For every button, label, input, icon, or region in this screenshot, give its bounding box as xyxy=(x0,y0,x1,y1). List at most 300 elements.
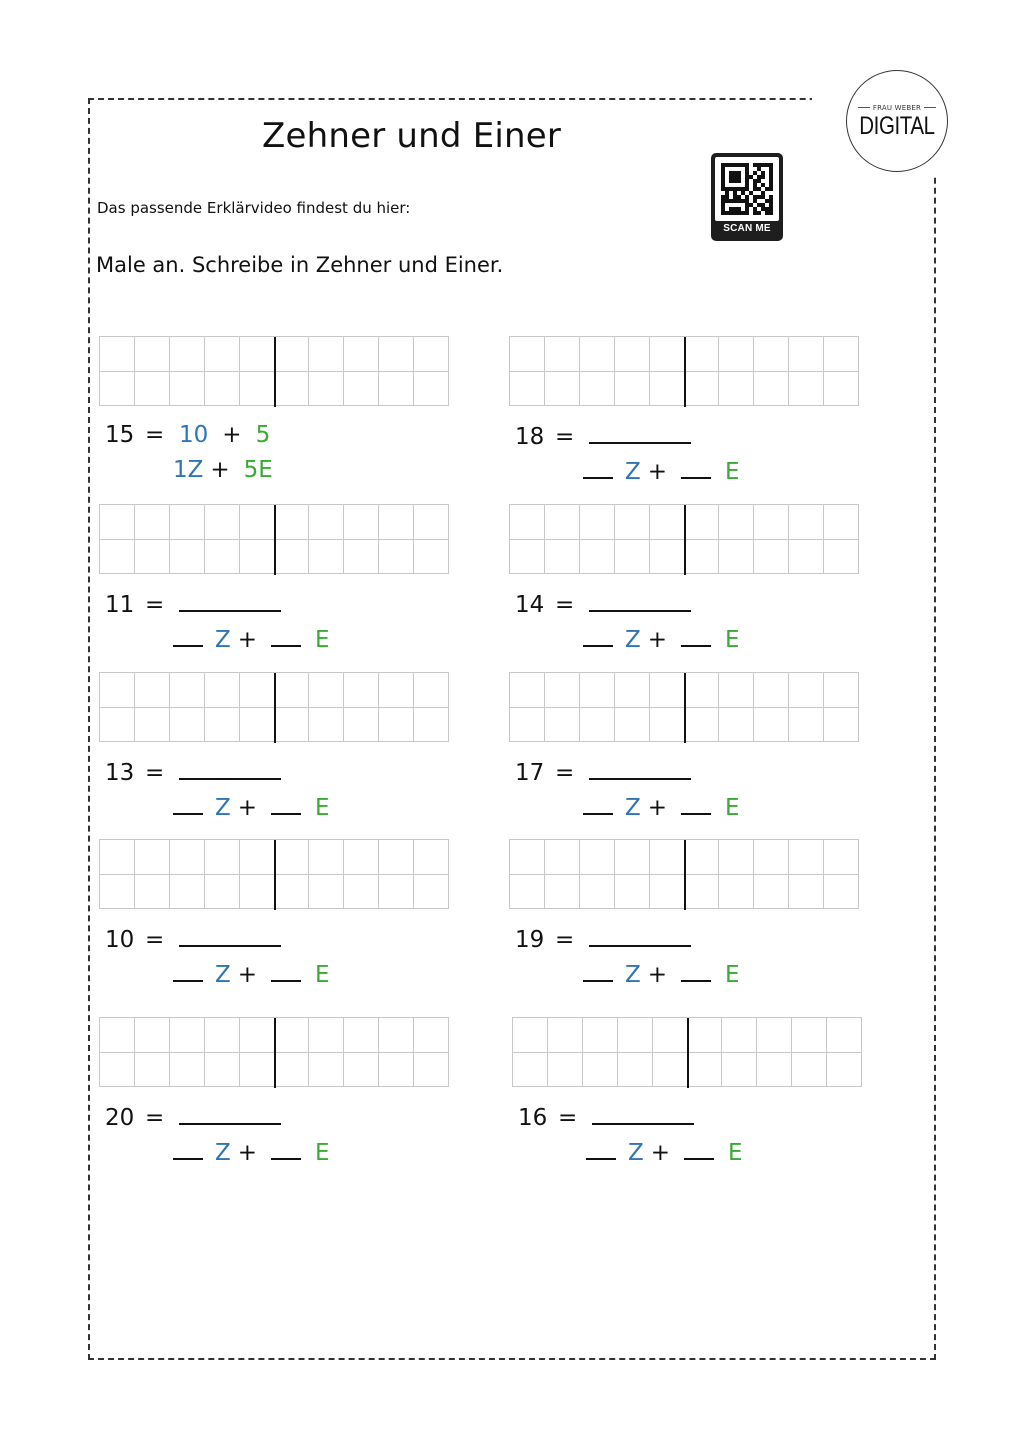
exercise-19 xyxy=(509,839,869,999)
grid-cell[interactable] xyxy=(379,673,414,708)
grid-cell[interactable] xyxy=(510,372,545,407)
grid-cell[interactable] xyxy=(615,540,650,575)
grid-cell[interactable] xyxy=(510,337,545,372)
grid-cell[interactable] xyxy=(688,1018,723,1053)
sum-answer-blank[interactable] xyxy=(589,925,691,947)
plus-sign: + xyxy=(237,627,258,653)
grid-cell[interactable] xyxy=(513,1018,548,1053)
grid-cell[interactable] xyxy=(100,1018,135,1053)
grid-cell[interactable] xyxy=(379,1018,414,1053)
grid-cell[interactable] xyxy=(135,372,170,407)
grid-cell[interactable] xyxy=(309,875,344,910)
grid-cell[interactable] xyxy=(685,337,720,372)
grid-cell[interactable] xyxy=(615,372,650,407)
tens-answer-blank[interactable] xyxy=(173,625,203,647)
grid-cell[interactable] xyxy=(414,840,449,875)
tens-unit-label: Z xyxy=(628,1140,644,1166)
grid-cell[interactable] xyxy=(719,372,754,407)
grid-cell[interactable] xyxy=(275,875,310,910)
ten-frame-grid[interactable] xyxy=(99,504,449,574)
grid-cell[interactable] xyxy=(754,505,789,540)
target-number: 13 xyxy=(105,760,135,786)
grid-cell[interactable] xyxy=(135,1018,170,1053)
grid-cell[interactable] xyxy=(344,372,379,407)
grid-cell[interactable] xyxy=(545,708,580,743)
grid-cell[interactable] xyxy=(240,540,275,575)
grid-cell[interactable] xyxy=(722,1053,757,1088)
grid-cell[interactable] xyxy=(205,673,240,708)
grid-cell[interactable] xyxy=(757,1053,792,1088)
ten-frame-grid[interactable] xyxy=(509,672,859,742)
grid-cell[interactable] xyxy=(170,540,205,575)
grid-cell[interactable] xyxy=(414,1053,449,1088)
tens-unit-label: Z xyxy=(625,962,641,988)
grid-cell[interactable] xyxy=(414,673,449,708)
grid-cell[interactable] xyxy=(135,708,170,743)
tens-divider xyxy=(274,673,276,743)
exercise-13 xyxy=(99,672,459,832)
grid-cell[interactable] xyxy=(827,1018,862,1053)
grid-cell[interactable] xyxy=(510,708,545,743)
grid-cell[interactable] xyxy=(510,540,545,575)
grid-cell[interactable] xyxy=(414,337,449,372)
grid-cell[interactable] xyxy=(379,540,414,575)
grid-cell[interactable] xyxy=(510,875,545,910)
exercise-example xyxy=(99,336,459,496)
grid-cell[interactable] xyxy=(275,708,310,743)
grid-cell[interactable] xyxy=(824,875,859,910)
grid-cell[interactable] xyxy=(275,1053,310,1088)
tens-answer-blank[interactable] xyxy=(173,793,203,815)
grid-cell[interactable] xyxy=(344,708,379,743)
grid-cell[interactable] xyxy=(545,875,580,910)
tens-divider xyxy=(687,1018,689,1088)
grid-cell[interactable] xyxy=(170,708,205,743)
grid-cell[interactable] xyxy=(100,673,135,708)
grid-cell[interactable] xyxy=(240,673,275,708)
grid-cell[interactable] xyxy=(685,540,720,575)
grid-cell[interactable] xyxy=(100,337,135,372)
grid-cell[interactable] xyxy=(135,875,170,910)
exercise-18 xyxy=(509,336,869,496)
exercise-11 xyxy=(99,504,459,664)
ones-answer-blank[interactable] xyxy=(684,1138,714,1160)
grid-cell[interactable] xyxy=(792,1053,827,1088)
grid-cell[interactable] xyxy=(789,505,824,540)
grid-cell[interactable] xyxy=(754,337,789,372)
grid-cell[interactable] xyxy=(545,673,580,708)
grid-cell[interactable] xyxy=(615,840,650,875)
grid-cell[interactable] xyxy=(510,673,545,708)
grid-cell[interactable] xyxy=(580,840,615,875)
grid-cell[interactable] xyxy=(379,840,414,875)
grid-cell[interactable] xyxy=(240,337,275,372)
grid-cell[interactable] xyxy=(580,540,615,575)
ones-answer-blank[interactable] xyxy=(681,625,711,647)
ones-answer-blank[interactable] xyxy=(681,457,711,479)
ones-unit-label: E xyxy=(728,1140,743,1166)
grid-cell[interactable] xyxy=(615,673,650,708)
ones-answer-blank[interactable] xyxy=(271,960,301,982)
grid-cell[interactable] xyxy=(240,840,275,875)
grid-cell[interactable] xyxy=(414,372,449,407)
grid-cell[interactable] xyxy=(205,840,240,875)
ones-unit-label: E xyxy=(315,962,330,988)
qr-code[interactable] xyxy=(711,153,783,241)
grid-cell[interactable] xyxy=(170,337,205,372)
grid-cell[interactable] xyxy=(719,337,754,372)
grid-cell[interactable] xyxy=(719,505,754,540)
grid-cell[interactable] xyxy=(719,840,754,875)
ones-value: 5 xyxy=(255,422,271,448)
grid-cell[interactable] xyxy=(653,1018,688,1053)
target-number: 20 xyxy=(105,1105,135,1131)
grid-cell[interactable] xyxy=(100,540,135,575)
grid-cell[interactable] xyxy=(513,1053,548,1088)
grid-cell[interactable] xyxy=(100,875,135,910)
ten-frame-grid[interactable] xyxy=(509,336,859,406)
tens-answer-blank[interactable] xyxy=(173,960,203,982)
grid-cell[interactable] xyxy=(722,1018,757,1053)
ones-answer-blank[interactable] xyxy=(271,1138,301,1160)
grid-cell[interactable] xyxy=(309,372,344,407)
ones-unit-label: E xyxy=(315,627,330,653)
grid-cell[interactable] xyxy=(309,505,344,540)
target-number: 14 xyxy=(515,592,545,618)
grid-cell[interactable] xyxy=(205,372,240,407)
tens-divider xyxy=(274,1018,276,1088)
grid-cell[interactable] xyxy=(615,875,650,910)
ten-frame-grid[interactable] xyxy=(512,1017,862,1087)
sum-answer-blank[interactable] xyxy=(179,1103,281,1125)
grid-cell[interactable] xyxy=(580,372,615,407)
grid-cell[interactable] xyxy=(170,1018,205,1053)
tens-count: 1Z xyxy=(173,457,204,483)
sum-answer-blank[interactable] xyxy=(592,1103,694,1125)
grid-cell[interactable] xyxy=(240,372,275,407)
grid-cell[interactable] xyxy=(754,372,789,407)
grid-cell[interactable] xyxy=(275,505,310,540)
grid-cell[interactable] xyxy=(615,708,650,743)
sum-answer-blank[interactable] xyxy=(589,590,691,612)
grid-cell[interactable] xyxy=(344,1018,379,1053)
grid-cell[interactable] xyxy=(548,1018,583,1053)
grid-cell[interactable] xyxy=(135,840,170,875)
ones-answer-blank[interactable] xyxy=(271,625,301,647)
grid-cell[interactable] xyxy=(379,372,414,407)
tens-answer-blank[interactable] xyxy=(583,457,613,479)
grid-cell[interactable] xyxy=(344,1053,379,1088)
grid-cell[interactable] xyxy=(205,1053,240,1088)
grid-cell[interactable] xyxy=(379,875,414,910)
grid-cell[interactable] xyxy=(685,708,720,743)
tens-divider xyxy=(274,505,276,575)
grid-cell[interactable] xyxy=(685,372,720,407)
grid-cell[interactable] xyxy=(580,673,615,708)
grid-cell[interactable] xyxy=(580,875,615,910)
ten-frame-grid[interactable] xyxy=(509,839,859,909)
qr-label: SCAN ME xyxy=(723,223,771,234)
sum-answer-blank[interactable] xyxy=(589,758,691,780)
page-title: Zehner und Einer xyxy=(262,116,562,156)
grid-cell[interactable] xyxy=(414,708,449,743)
equals-sign: = xyxy=(145,760,165,786)
ten-frame-grid[interactable] xyxy=(509,504,859,574)
grid-cell[interactable] xyxy=(545,337,580,372)
tens-answer-blank[interactable] xyxy=(586,1138,616,1160)
grid-cell[interactable] xyxy=(205,540,240,575)
plus-sign: + xyxy=(210,457,230,483)
ones-unit-label: E xyxy=(725,962,740,988)
grid-cell[interactable] xyxy=(824,708,859,743)
equals-sign: = xyxy=(145,422,165,448)
grid-cell[interactable] xyxy=(414,540,449,575)
grid-cell[interactable] xyxy=(650,673,685,708)
grid-cell[interactable] xyxy=(824,337,859,372)
grid-cell[interactable] xyxy=(719,673,754,708)
grid-cell[interactable] xyxy=(170,673,205,708)
tens-answer-blank[interactable] xyxy=(583,625,613,647)
grid-cell[interactable] xyxy=(344,840,379,875)
grid-cell[interactable] xyxy=(754,673,789,708)
plus-sign: + xyxy=(647,627,668,653)
grid-cell[interactable] xyxy=(650,540,685,575)
grid-cell[interactable] xyxy=(789,372,824,407)
grid-cell[interactable] xyxy=(650,708,685,743)
grid-cell[interactable] xyxy=(275,372,310,407)
grid-cell[interactable] xyxy=(414,1018,449,1053)
plus-sign: + xyxy=(237,962,258,988)
grid-cell[interactable] xyxy=(205,1018,240,1053)
grid-cell[interactable] xyxy=(754,708,789,743)
grid-cell[interactable] xyxy=(344,540,379,575)
grid-cell[interactable] xyxy=(719,708,754,743)
grid-cell[interactable] xyxy=(650,875,685,910)
grid-cell[interactable] xyxy=(100,708,135,743)
grid-cell[interactable] xyxy=(100,372,135,407)
tens-unit-label: Z xyxy=(215,962,231,988)
ones-answer-blank[interactable] xyxy=(681,793,711,815)
equals-sign: = xyxy=(558,1105,578,1131)
grid-cell[interactable] xyxy=(309,337,344,372)
ones-answer-blank[interactable] xyxy=(681,960,711,982)
grid-cell[interactable] xyxy=(580,337,615,372)
grid-cell[interactable] xyxy=(379,1053,414,1088)
grid-cell[interactable] xyxy=(789,875,824,910)
video-note: Das passende Erklärvideo findest du hier: xyxy=(97,199,411,217)
grid-cell[interactable] xyxy=(824,840,859,875)
grid-cell[interactable] xyxy=(100,1053,135,1088)
exercise-20 xyxy=(99,1017,459,1177)
plus-sign: + xyxy=(647,795,668,821)
plus-sign: + xyxy=(647,459,668,485)
equals-sign: = xyxy=(145,927,165,953)
tens-answer-blank[interactable] xyxy=(583,960,613,982)
grid-cell[interactable] xyxy=(344,673,379,708)
grid-cell[interactable] xyxy=(719,875,754,910)
target-number: 16 xyxy=(518,1105,548,1131)
target-number: 17 xyxy=(515,760,545,786)
grid-cell[interactable] xyxy=(240,505,275,540)
grid-cell[interactable] xyxy=(275,840,310,875)
grid-cell[interactable] xyxy=(757,1018,792,1053)
tens-answer-blank[interactable] xyxy=(173,1138,203,1160)
grid-cell[interactable] xyxy=(754,540,789,575)
grid-cell[interactable] xyxy=(789,708,824,743)
grid-cell[interactable] xyxy=(205,875,240,910)
grid-cell[interactable] xyxy=(135,1053,170,1088)
ten-frame-grid[interactable] xyxy=(99,336,449,406)
sum-answer-blank[interactable] xyxy=(179,758,281,780)
ten-frame-grid[interactable] xyxy=(99,839,449,909)
grid-cell[interactable] xyxy=(789,673,824,708)
grid-cell[interactable] xyxy=(309,840,344,875)
logo-top-text: FRAU WEBER xyxy=(872,103,922,112)
grid-cell[interactable] xyxy=(650,372,685,407)
grid-cell[interactable] xyxy=(135,337,170,372)
grid-cell[interactable] xyxy=(545,540,580,575)
grid-cell[interactable] xyxy=(170,372,205,407)
grid-cell[interactable] xyxy=(545,840,580,875)
grid-cell[interactable] xyxy=(240,708,275,743)
grid-cell[interactable] xyxy=(685,875,720,910)
grid-cell[interactable] xyxy=(618,1053,653,1088)
target-number: 15 xyxy=(105,422,135,448)
grid-cell[interactable] xyxy=(824,540,859,575)
grid-cell[interactable] xyxy=(344,505,379,540)
grid-cell[interactable] xyxy=(580,505,615,540)
equals-sign: = xyxy=(145,592,165,618)
grid-cell[interactable] xyxy=(240,1018,275,1053)
plus-sign: + xyxy=(647,962,668,988)
grid-cell[interactable] xyxy=(309,1018,344,1053)
target-number: 19 xyxy=(515,927,545,953)
grid-cell[interactable] xyxy=(275,337,310,372)
sum-answer-blank[interactable] xyxy=(589,422,691,444)
grid-cell[interactable] xyxy=(650,505,685,540)
grid-cell[interactable] xyxy=(789,540,824,575)
grid-cell[interactable] xyxy=(615,505,650,540)
sum-answer-blank[interactable] xyxy=(179,925,281,947)
grid-cell[interactable] xyxy=(205,337,240,372)
grid-cell[interactable] xyxy=(170,840,205,875)
tens-unit-label: Z xyxy=(215,795,231,821)
grid-cell[interactable] xyxy=(583,1018,618,1053)
grid-cell[interactable] xyxy=(309,1053,344,1088)
grid-cell[interactable] xyxy=(309,540,344,575)
grid-cell[interactable] xyxy=(688,1053,723,1088)
plus-sign: + xyxy=(650,1140,671,1166)
grid-cell[interactable] xyxy=(510,840,545,875)
plus-sign: + xyxy=(237,795,258,821)
ten-frame-grid[interactable] xyxy=(99,1017,449,1087)
equals-sign: = xyxy=(555,760,575,786)
frau-weber-digital-logo xyxy=(846,70,948,172)
equals-sign: = xyxy=(555,927,575,953)
grid-cell[interactable] xyxy=(135,540,170,575)
equals-sign: = xyxy=(555,424,575,450)
grid-cell[interactable] xyxy=(583,1053,618,1088)
grid-cell[interactable] xyxy=(275,540,310,575)
grid-cell[interactable] xyxy=(650,840,685,875)
exercise-17 xyxy=(509,672,869,832)
grid-cell[interactable] xyxy=(792,1018,827,1053)
grid-cell[interactable] xyxy=(824,372,859,407)
grid-cell[interactable] xyxy=(824,505,859,540)
grid-cell[interactable] xyxy=(548,1053,583,1088)
ones-answer-blank[interactable] xyxy=(271,793,301,815)
grid-cell[interactable] xyxy=(545,505,580,540)
grid-cell[interactable] xyxy=(685,840,720,875)
sum-answer-blank[interactable] xyxy=(179,590,281,612)
grid-cell[interactable] xyxy=(789,337,824,372)
grid-cell[interactable] xyxy=(510,505,545,540)
grid-cell[interactable] xyxy=(653,1053,688,1088)
plus-sign: + xyxy=(237,1140,258,1166)
grid-cell[interactable] xyxy=(618,1018,653,1053)
grid-cell[interactable] xyxy=(580,708,615,743)
target-number: 10 xyxy=(105,927,135,953)
grid-cell[interactable] xyxy=(754,875,789,910)
grid-cell[interactable] xyxy=(414,505,449,540)
grid-cell[interactable] xyxy=(135,673,170,708)
grid-cell[interactable] xyxy=(240,1053,275,1088)
grid-cell[interactable] xyxy=(309,708,344,743)
grid-cell[interactable] xyxy=(379,505,414,540)
grid-cell[interactable] xyxy=(545,372,580,407)
ones-unit-label: E xyxy=(725,627,740,653)
grid-cell[interactable] xyxy=(205,708,240,743)
ones-unit-label: E xyxy=(315,1140,330,1166)
grid-cell[interactable] xyxy=(275,673,310,708)
grid-cell[interactable] xyxy=(309,673,344,708)
tens-value: 10 xyxy=(179,422,209,448)
grid-cell[interactable] xyxy=(205,505,240,540)
grid-cell[interactable] xyxy=(827,1053,862,1088)
grid-cell[interactable] xyxy=(100,505,135,540)
equals-sign: = xyxy=(145,1105,165,1131)
grid-cell[interactable] xyxy=(170,1053,205,1088)
grid-cell[interactable] xyxy=(719,540,754,575)
grid-cell[interactable] xyxy=(615,337,650,372)
grid-cell[interactable] xyxy=(379,337,414,372)
grid-cell[interactable] xyxy=(170,505,205,540)
grid-cell[interactable] xyxy=(789,840,824,875)
grid-cell[interactable] xyxy=(824,673,859,708)
grid-cell[interactable] xyxy=(685,505,720,540)
grid-cell[interactable] xyxy=(275,1018,310,1053)
tens-answer-blank[interactable] xyxy=(583,793,613,815)
target-number: 18 xyxy=(515,424,545,450)
grid-cell[interactable] xyxy=(344,875,379,910)
tens-divider xyxy=(274,840,276,910)
tens-unit-label: Z xyxy=(215,1140,231,1166)
grid-cell[interactable] xyxy=(344,337,379,372)
grid-cell[interactable] xyxy=(414,875,449,910)
ten-frame-grid[interactable] xyxy=(99,672,449,742)
exercise-14 xyxy=(509,504,869,664)
grid-cell[interactable] xyxy=(135,505,170,540)
grid-cell[interactable] xyxy=(100,840,135,875)
grid-cell[interactable] xyxy=(685,673,720,708)
grid-cell[interactable] xyxy=(170,875,205,910)
grid-cell[interactable] xyxy=(650,337,685,372)
logo-main-text: DIGITAL xyxy=(859,111,935,140)
grid-cell[interactable] xyxy=(379,708,414,743)
grid-cell[interactable] xyxy=(240,875,275,910)
grid-cell[interactable] xyxy=(754,840,789,875)
tens-unit-label: Z xyxy=(625,459,641,485)
